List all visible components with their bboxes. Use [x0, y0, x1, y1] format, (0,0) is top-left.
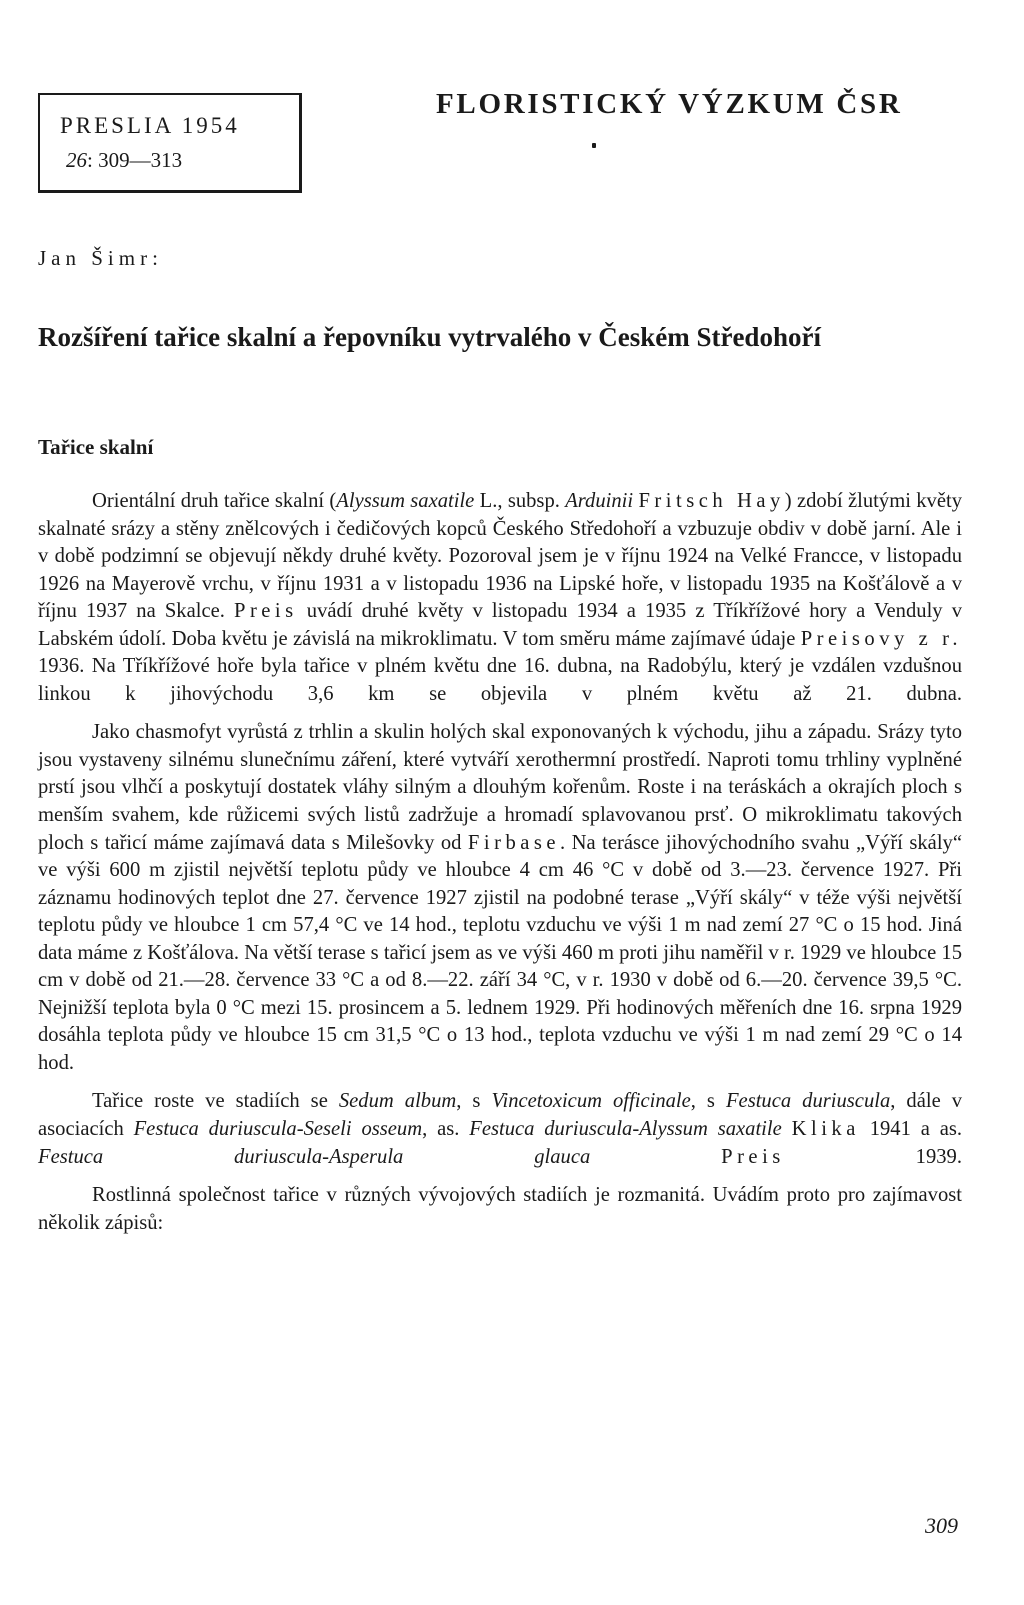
- paragraph-2: [38, 719, 962, 1077]
- species-name: Sedum album: [338, 1090, 457, 1113]
- text-run: , as.: [422, 1118, 470, 1141]
- author: Jan Šimr:: [38, 246, 163, 270]
- paragraph-1: [38, 488, 962, 708]
- text-run: Jako chasmofyt vyrůstá z trhlin a skulin holých skal exponovaných k východu, jihu a západu. Srázy tyto jsou vystaveny silnému slunečnímu záření, které vytváří xerothermní prostředí. Naproti tomu trhliny vyplněné prstí jsou vlhčí a poskytují dostatek vláhy silným a dlouhým kořenům. Roste i na teráskách a okrajích ploch s menším svahem, kde růžicemi svých listů zadržuje a hromadí splavovanou prsť. O mikroklimatu takových ploch s tařicí máme zajímavá data s Milešovky od: [38, 721, 962, 854]
- print-dot: [592, 143, 596, 148]
- species-name: Alyssum saxatile: [336, 490, 475, 512]
- text-run: uvádí druhé květy v listopadu 1934 a 1935 z Tříkřížové hory a Venduly v Labském údolí. Doba květu je závislá na mikroklimatu. V tom směru máme zajímavé údaje: [38, 600, 962, 650]
- text-run: 1939.: [784, 1145, 962, 1168]
- text-run: ) zdobí žlutými květy skalnaté srázy a stěny znělcových i čedičových kopců Českého Středohoří a vzbuzuje obdiv v době jarní. Ale i v době podzimní se objevují někdy druhé květy. Pozoroval jsem je v říjnu 1924 na Velké Francce, v listopadu 1926 na Mayerově vrchu, v říjnu 1931 a v listopadu 1936 na Lipské hoře, v listopadu 1935 na Košťálově a v říjnu 1937 na Skalce.: [38, 490, 963, 623]
- section-heading: Tařice skalní: [38, 435, 154, 459]
- author-citation: Fritsch Hay: [638, 490, 785, 512]
- text-run: L., subsp.: [474, 490, 566, 512]
- author-citation: Klika: [791, 1118, 860, 1141]
- paragraph-4: [38, 1182, 962, 1237]
- text-run: 1941 a as.: [859, 1118, 963, 1141]
- text-run: , s: [456, 1090, 492, 1113]
- species-name: Vincetoxicum officinale: [491, 1090, 691, 1113]
- volume-pages: [66, 148, 182, 173]
- article-title: Rozšíření tařice skalní a řepovníku vytrvalého v Českém Středohoří: [38, 322, 821, 352]
- body-text: [38, 488, 962, 1237]
- series-title: FLORISTICKÝ VÝZKUM ČSR: [436, 88, 903, 120]
- page-range: : 309—313: [87, 148, 183, 172]
- page-number: 309: [925, 1513, 958, 1538]
- volume-number: 26: [66, 148, 87, 172]
- text-run: , s: [690, 1090, 726, 1113]
- text-run: [782, 1118, 792, 1140]
- journal-citation: PRESLIA 1954: [60, 113, 240, 138]
- text-run: Orientální druh tařice skalní (: [92, 490, 337, 512]
- text-run: 1936. Na Tříkřížové hoře byla tařice v plném květu dne 16. dubna, na Radobýlu, který je vzdálen vzdušnou linkou k jihovýchodu 3,6 km se objevila v plném květu až 21. dubna.: [38, 655, 962, 705]
- species-name: Festuca duriuscula: [725, 1090, 891, 1113]
- text-run: . Na terásce jihovýchodního svahu „Výří skály“ ve výši 600 m zjistil největší teplotu půdy ve hloubce 4 cm 46 °C v době od 3.—23. července 1927. Při záznamu hodinových teplot dne 27. července 1927 zjistil na podobné terase „Výří skály“ v téže výši největší teplotu půdy ve hloubce 1 cm 57,4 °C ve 14 hod., teplotu vzduchu ve výši 1 m nad zemí 27 °C o 15 hod. Jiná data máme z Košťálova. Na větší terase s tařicí jsem as ve výši 460 m proti jihu naměřil v r. 1929 ve hloubce 15 cm v době od 21.—28. července 33 °C a od 8.—22. září 34 °C, v r. 1930 v době od 6.—20. července 39,5 °C. Nejnižší teplota byla 0 °C mezi 15. prosincem a 5. lednem 1929. Při hodinových měřeních dne 16. srpna 1929 dosáhla teplota půdy ve hloubce 15 cm 31,5 °C o 13 hod., teplota vzduchu ve výši 1 m nad zemí 29 °C o 14 hod.: [38, 831, 962, 1074]
- citation-box: [38, 93, 302, 193]
- author-citation: Preisovy z r.: [800, 627, 962, 650]
- text-run: , dále v asociacích: [38, 1090, 963, 1141]
- author-citation: Firbase: [467, 831, 561, 854]
- author-citation: Preis: [721, 1145, 785, 1168]
- text-run: [590, 1146, 721, 1168]
- species-name: Arduinii: [565, 490, 634, 512]
- paragraph-3: [38, 1088, 962, 1171]
- association-name: Festuca duriuscula-Asperula glauca: [38, 1145, 591, 1168]
- association-name: Festuca duriuscula-Alyssum saxatile: [469, 1118, 782, 1141]
- association-name: Festuca duriuscula-Seseli osseum: [133, 1118, 423, 1141]
- text-run: Tařice roste ve stadiích se: [92, 1090, 339, 1113]
- text-run: Rostlinná společnost tařice v různých vývojových stadiích je rozmanitá. Uvádím proto pro zajímavost několik zápisů:: [38, 1184, 962, 1234]
- author-citation: Preis: [233, 600, 298, 623]
